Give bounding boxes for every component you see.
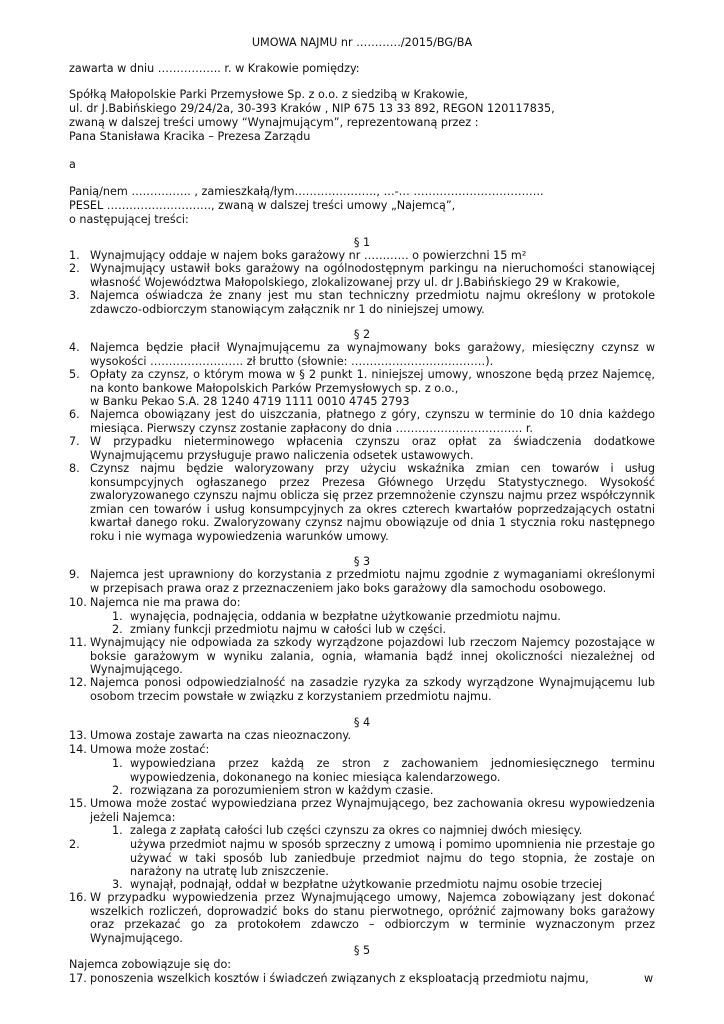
item-number: 1. (69, 249, 80, 262)
item-text: ponoszenia wszelkich kosztów i świadczeń związanych z eksploatacją przedmiotu najmu, (90, 972, 589, 985)
item-number: 10. (69, 596, 87, 609)
item-text: Najemca nie ma prawa do: (90, 596, 241, 609)
subitem-number: 3. (112, 878, 123, 891)
item-number: 12. (69, 676, 87, 689)
section-heading-4: § 4 (353, 716, 371, 729)
section-heading-1: § 1 (353, 236, 371, 249)
item-text: Opłaty za czynsz, o którym mowa w § 2 punkt 1. niniejszej umowy, wnoszone będą przez Najemcę, na konto bankowe Małopolskich Parków Przemysłowych sp. z o.o., (90, 368, 655, 395)
item-text: Wynajmujący ustawił boks garażowy na ogólnodostępnym parkingu na nieruchomości stanowiącej własność Województwa Małopolskiego, zlokalizowanej przy ul. dr J.Babińskiego 29 w Krakowie, (90, 262, 655, 289)
item-text: Najemca oświadcza że znany jest mu stan techniczny przedmiotu najmu określony w protokole zdawczo-odbiorczym stanowiącym załącznik nr 1 do niniejszej umowy. (90, 289, 655, 316)
item-number: 4. (69, 341, 80, 354)
item-text: Umowa zostaje zawarta na czas nieoznaczony. (90, 729, 352, 742)
item-number: 6. (69, 408, 80, 421)
item-text-tail: w (644, 972, 654, 985)
item-number: 5. (69, 368, 80, 381)
section-heading-3: § 3 (353, 555, 371, 568)
item-text: Najemca będzie płacił Wynajmującemu za wynajmowany boks garażowy, miesięczny czynsz w wysokości ……………………. zł brutto (słownie: ………………………………). (90, 341, 655, 368)
subitem-text: wypowiedziana przez każdą ze stron z zachowaniem jednomiesięcznego terminu wypowiedzenia, dokonanego na koniec miesiąca kalendarzowego. (130, 757, 655, 784)
subitem-text: wynajęcia, podnajęcia, oddania w bezpłatne użytkowanie przedmiotu najmu. (130, 610, 561, 623)
item-text: Czynsz najmu będzie waloryzowany przy użyciu wskaźnika zmian cen towarów i usług konsumpcyjnych ogłaszanego przez Prezesa Głównego Urzędu Statystycznego. Wysokość zwaloryzowanego czynszu najmu oblicza się przez przemnożenie czynszu najmu przez współczynnik zmian cen towarów i usług konsumpcyjnych za okres czterech kwartałów poprzedzających ostatni kwartał danego roku. Zwaloryzowany czynsz najmu obowiązuje od dnia 1 stycznia roku następnego roku i nie wymaga wypowiedzenia warunków umowy. (90, 462, 655, 543)
item-number: 3. (69, 289, 80, 302)
item-number: 15. (69, 797, 87, 810)
party1-line: zwaną w dalszej treści umowy “Wynajmującym”, reprezentowaną przez : (69, 116, 479, 129)
section5-intro: Najemca zobowiązuje się do: (69, 958, 232, 971)
subitem-text: rozwiązana za porozumieniem stron w każdym czasie. (130, 784, 434, 797)
item-text: Umowa może zostać wypowiedziana przez Wynajmującego, bez zachowania okresu wypowiedzenia jeżeli Najemca: (90, 797, 655, 824)
subitem-number: 2. (112, 623, 123, 636)
item-number: 9. (69, 568, 80, 581)
subitem-number: 2. (112, 784, 123, 797)
item-text: Najemca jest uprawniony do korzystania z przedmiotu najmu zgodnie z wymaganiami określonymi w przepisach prawa oraz z przeznaczeniem jako boks garażowy dla samochodu osobowego. (90, 568, 655, 595)
party1-line: Pana Stanisława Kracika – Prezesa Zarządu (69, 130, 311, 143)
subitem-number: 1. (112, 610, 123, 623)
party1-line: ul. dr J.Babińskiego 29/24/2a, 30-393 Kraków , NIP 675 13 33 892, REGON 120117835, (69, 102, 555, 115)
item-text: Umowa może zostać: (90, 743, 210, 756)
item-text: Najemca ponosi odpowiedzialność na zasadzie ryzyka za szkody wyrządzone Wynajmującemu lub osobom trzecim powstałe w związku z korzystaniem przedmiotu najmu. (90, 676, 655, 703)
item-number: 17. (69, 972, 87, 985)
item-text: W przypadku nieterminowego wpłacenia czynszu oraz opłat za świadczenia dodatkowe Wynajmującemu przysługuje prawo naliczenia odsetek ustawowych. (90, 435, 655, 462)
subitem-number: 1. (112, 757, 123, 770)
item-number: 13. (69, 729, 87, 742)
bank-account-line: w Banku Pekao S.A. 28 1240 4719 1111 0010 4745 2793 (90, 395, 410, 408)
subitem-text: używa przedmiot najmu w sposób sprzeczny z umową i pomimo upomnienia nie przestaje go używać w taki sposób lub zaniedbuje przedmiot najmu do tego stopnia, że zostaje on narażony na utratę lub zniszczenie. (130, 838, 655, 879)
item-text: W przypadku wypowiedzenia przez Wynajmującego umowy, Najemca zobowiązany jest dokonać wszelkich rozliczeń, doprowadzić boks do stanu pierwotnego, opróżnić zajmowany boks garażowy oraz przekazać go za protokołem zdawczo – odbiorczym w terminie wyznaczonym przez Wynajmującego. (90, 891, 655, 945)
item-number: 11. (69, 636, 87, 649)
subitem-number: 2. (69, 838, 80, 851)
party2-line: Panią/nem ……………. , zamieszkałą/łym…………………., …-… …………………………….. (69, 185, 544, 198)
section-heading-5: § 5 (353, 944, 371, 957)
item-number: 16. (69, 891, 87, 904)
conjunction-a: a (69, 158, 76, 171)
page-title: UMOWA NAJMU nr …………/2015/BG/BA (251, 36, 473, 49)
subitem-text: zmiany funkcji przedmiotu najmu w całości lub w części. (130, 623, 447, 636)
item-number: 7. (69, 435, 80, 448)
party1-line: Spółką Małopolskie Parki Przemysłowe Sp. z o.o. z siedzibą w Krakowie, (69, 88, 468, 101)
party2-line: o następującej treści: (69, 213, 189, 226)
date-line: zawarta w dniu …………….. r. w Krakowie pomiędzy: (69, 62, 360, 75)
subitem-text: wynajął, podnajął, oddał w bezpłatne użytkowanie przedmiotu najmu osobie trzeciej (130, 878, 603, 891)
item-number: 2. (69, 262, 80, 275)
item-number: 14. (69, 743, 87, 756)
item-text: Wynajmujący nie odpowiada za szkody wyrządzone pojazdowi lub rzeczom Najemcy pozostające w boksie garażowym w wyniku zalania, ognia, włamania bądź innej okoliczności niezależnej od Wynajmującego. (90, 636, 655, 677)
party2-line: PESEL ………………………., zwaną w dalszej treści umowy „Najemcą”, (69, 199, 456, 212)
subitem-text: zalega z zapłatą całości lub części czynszu za okres co najmniej dwóch miesięcy. (130, 824, 583, 837)
section-heading-2: § 2 (353, 328, 371, 341)
item-number: 8. (69, 462, 80, 475)
subitem-number: 1. (112, 824, 123, 837)
item-text: Najemca obowiązany jest do uiszczania, płatnego z góry, czynszu w terminie do 10 dnia każdego miesiąca. Pierwszy czynsz zostanie zapłacony do dnia ……………………………. r. (90, 408, 655, 435)
item-text: Wynajmujący oddaje w najem boks garażowy nr ………… o powierzchni 15 m² (90, 249, 527, 262)
